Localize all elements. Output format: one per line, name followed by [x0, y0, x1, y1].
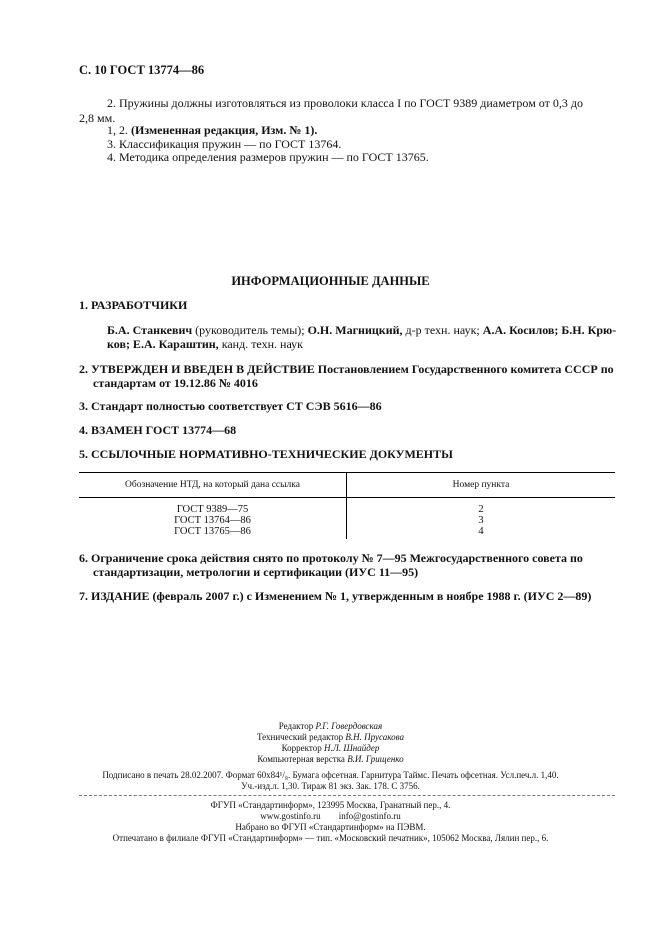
paragraph-2-line1: 2. Пружины должны изготовляться из проволоки класса I по ГОСТ 9389 диаметром от 0,3 до [107, 96, 583, 110]
table-row: ГОСТ 13765—86 [174, 526, 251, 537]
developers-line1 [107, 323, 616, 338]
section-3: 3. Стандарт полностью соответствует СТ СЭВ 5616—86 [79, 399, 382, 413]
section-7: 7. ИЗДАНИЕ (февраль 2007 г.) с Изменением № 1, утвержденным в ноябре 1988 г. (ИУС 2—89) [79, 589, 592, 603]
amendment-items: 1, 2. [107, 123, 128, 137]
amendment-note [107, 123, 317, 138]
table-cell-doc [79, 498, 347, 540]
credit-label: Корректор [281, 743, 322, 753]
credit-name: Н.Л. Шнайдер [324, 743, 380, 753]
credit-label: Редактор [278, 721, 314, 731]
section-2-line1: 2. УТВЕРЖДЕН И ВВЕДЕН В ДЕЙСТВИЕ Постановлением Государственного комитета СССР по [79, 362, 614, 376]
table-row: ГОСТ 9389—75 [176, 504, 249, 515]
developer-name: О.Н. Магницкий, [307, 323, 403, 337]
reference-table [79, 472, 615, 539]
info-title: ИНФОРМАЦИОННЫЕ ДАННЫЕ [231, 274, 430, 288]
section-6-line2: стандартизации, метрологии и сертификации (ИУС 11—95) [93, 565, 419, 579]
publisher-address: ФГУП «Стандартинформ», 123995 Москва, Гранатный пер., 4. [210, 800, 451, 810]
amendment-text: (Измененная редакция, Изм. № 1). [131, 123, 318, 137]
table-row: ГОСТ 13764—86 [174, 515, 251, 526]
developer-degree: д-р техн. наук; [402, 323, 483, 337]
credit-name: Р.Г. Говердовская [315, 721, 383, 731]
paragraph-2-line2: 2,8 мм. [79, 111, 116, 125]
credit-label: Компьютерная верстка [257, 754, 345, 764]
table-header-item: Номер пункта [347, 473, 616, 498]
section-1-title: 1. РАЗРАБОТЧИКИ [79, 298, 188, 312]
publisher-contacts [0, 811, 661, 822]
divider [79, 795, 615, 796]
credit-name: В.Н. Прусакова [345, 732, 405, 742]
section-4: 4. ВЗАМЕН ГОСТ 13774—68 [79, 423, 237, 437]
credits [0, 721, 661, 765]
imprint-line2: Уч.-изд.л. 1,30. Тираж 81 экз. Зак. 178. С 3756. [241, 781, 420, 791]
table-cell-item [347, 498, 616, 540]
paragraph-4: 4. Методика определения размеров пружин — по ГОСТ 13765. [107, 150, 429, 164]
printer-note: Отпечатано в филиале ФГУП «Стандартинформ» — тип. «Московский печатник», 105062 Москва, Лялин пер., 6. [112, 833, 549, 843]
paragraph-3: 3. Классификация пружин — по ГОСТ 13764. [107, 137, 342, 151]
developer-name: Б.А. Станкевич [107, 323, 193, 337]
credit-label: Технический редактор [256, 732, 344, 742]
developers-line2 [107, 337, 303, 352]
publisher-email: info@gostinfo.ru [338, 811, 401, 821]
publisher [0, 800, 661, 844]
credit-name: В.И. Грищенко [347, 754, 404, 764]
table-header-doc: Обозначение НТД, на который дана ссылка [79, 473, 347, 498]
table-row: 3 [478, 515, 484, 526]
developer-name: А.А. Косилов; Б.Н. Крю- [482, 323, 617, 337]
section-6-line1: 6. Ограничение срока действия снято по протоколу № 7—95 Межгосударственного совета по [79, 551, 583, 565]
developer-degree: канд. техн. наук [218, 337, 303, 351]
section-2-line2: стандартам от 19.12.86 № 4016 [93, 376, 258, 390]
publisher-website: www.gostinfo.ru [260, 811, 321, 821]
table-row: 2 [478, 504, 484, 515]
developer-name: ков; Е.А. Караштин, [107, 337, 219, 351]
imprint-line1: Подписано в печать 28.02.2007. Формат 60x84¹/₈. Бумага офсетная. Гарнитура Таймс. Печать офсетная. Усл.печ.л. 1,40. [102, 770, 559, 780]
table-row: 4 [478, 526, 484, 537]
developer-role: (руководитель темы); [192, 323, 308, 337]
page-header: С. 10 ГОСТ 13774—86 [79, 63, 205, 77]
typeset-note: Набрано во ФГУП «Стандартинформ» на ПЭВМ. [235, 822, 426, 832]
section-5: 5. ССЫЛОЧНЫЕ НОРМАТИВНО-ТЕХНИЧЕСКИЕ ДОКУМЕНТЫ [79, 447, 453, 461]
